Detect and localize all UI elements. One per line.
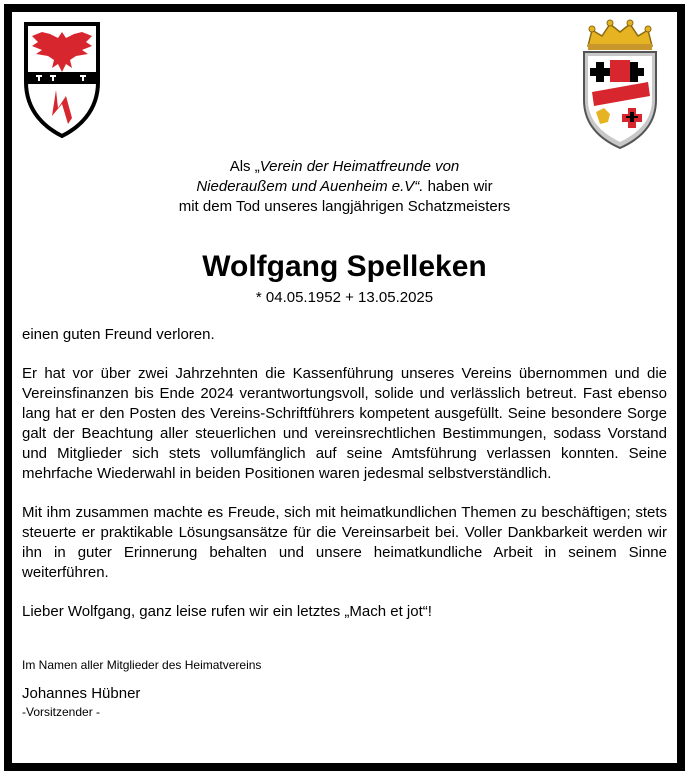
paragraph: Er hat vor über zwei Jahrzehnten die Kassenführung unseres Vereins übernommen und die Vereinsfinanzen bis Ende 2024 verantwortungsvoll, solide und verlässlich betreut. Fast ebenso lang hat er den Posten des Vereins-Schriftführers kompetent ausgefüllt. Seine besondere Sorge galt der Beachtung aller steuerlichen und vereinsrechtlichen Bestimmungen, sodass Vorstand und Mitglieder sich stets vollumfänglich auf seine Amtsführung verlassen konnten. Seine mehrfache Wiederwahl in beiden Positionen waren jedesmal selbstverständlich. [22, 365, 667, 482]
signatory-role: -Vorsitzender - [22, 705, 101, 719]
on-behalf-line: Im Namen aller Mitglieder des Heimatvereins [22, 658, 262, 672]
life-dates: * 04.05.1952 + 13.05.2025 [255, 289, 434, 306]
obituary-notice [4, 4, 685, 771]
intro-text [12, 157, 677, 217]
signatory-name: Johannes Hübner [22, 685, 141, 702]
deceased-name: Wolfgang Spelleken [202, 250, 487, 283]
club-name-line1: Verein der Heimatfreunde von [259, 158, 460, 175]
intro-line3: mit dem Tod unseres langjährigen Schatzmeisters [178, 198, 511, 215]
intro-prefix: Als „ [229, 158, 260, 175]
intro-suffix: haben wir [423, 178, 493, 195]
paragraph: Lieber Wolfgang, ganz leise rufen wir ein letztes „Mach et jot“! [22, 603, 432, 620]
club-name-line2: Niederaußem und Auenheim e.V“. [196, 178, 424, 195]
paragraph: Mit ihm zusammen machte es Freude, sich mit heimatkundlichen Themen zu beschäftigen; stets steuerte er praktikable Lösungsansätze für die Vereinsarbeit bei. Voller Dankbarkeit werden wir ihn in guter Erinnerung behalten und unsere heimatkundliche Arbeit in seinem Sinne weiterführen. [22, 504, 667, 581]
paragraph: einen guten Freund verloren. [22, 326, 215, 343]
left-coat-of-arms-icon [22, 20, 102, 140]
right-coat-of-arms-icon [574, 16, 666, 152]
obituary-body [22, 325, 667, 622]
